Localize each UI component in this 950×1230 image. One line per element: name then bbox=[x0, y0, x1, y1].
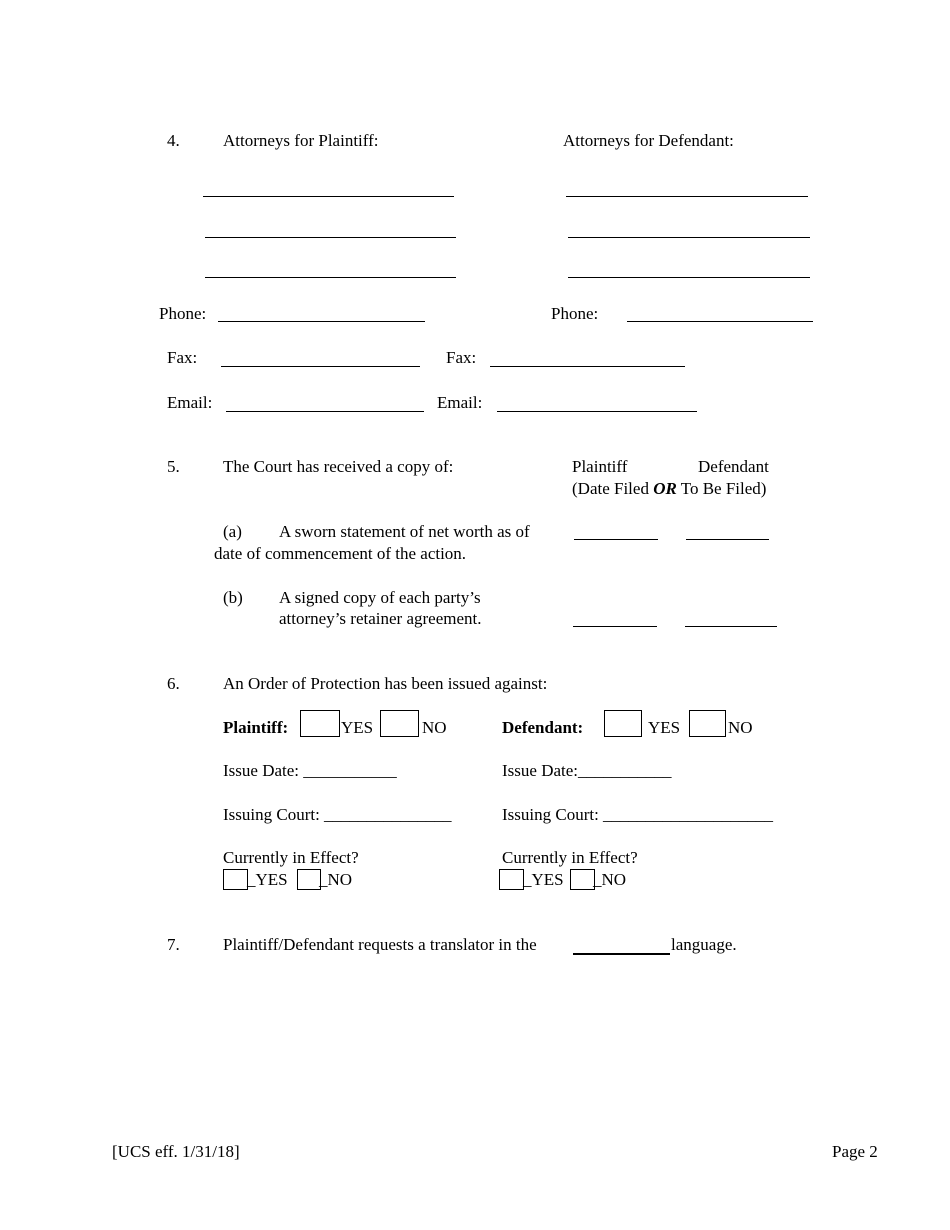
defendant-currently-in-effect: Currently in Effect? bbox=[502, 848, 638, 867]
item-b-text-line-2: attorney’s retainer agreement. bbox=[279, 609, 482, 628]
plaintiff-fax-label: Fax: bbox=[167, 348, 198, 367]
item-a-defendant-date-line[interactable] bbox=[686, 539, 769, 540]
defendant-fax-label: Fax: bbox=[446, 348, 477, 367]
order-defendant-label: Defendant: bbox=[502, 718, 584, 737]
defendant-no-checkbox[interactable] bbox=[689, 710, 726, 737]
defendant-phone-label: Phone: bbox=[551, 304, 599, 323]
defendant-yes-checkbox[interactable] bbox=[604, 710, 642, 737]
defendant-no-label: NO bbox=[728, 718, 753, 737]
plaintiff-attorney-line-3[interactable] bbox=[205, 277, 456, 278]
defendant-effect-no-checkbox[interactable] bbox=[570, 869, 595, 890]
defendant-yes-label: YES bbox=[648, 718, 681, 737]
plaintiff-effect-yes-checkbox[interactable] bbox=[223, 869, 248, 890]
column-defendant: Defendant bbox=[698, 457, 769, 476]
item-b-defendant-date-line[interactable] bbox=[685, 626, 777, 627]
section-7-text: Plaintiff/Defendant requests a translator in the bbox=[223, 935, 537, 954]
defendant-effect-yes-checkbox[interactable] bbox=[499, 869, 524, 890]
plaintiff-effect-no-checkbox[interactable] bbox=[297, 869, 321, 890]
defendant-effect-no-label: _NO bbox=[593, 870, 627, 889]
translator-language-line[interactable] bbox=[573, 953, 670, 955]
order-plaintiff-label: Plaintiff: bbox=[223, 718, 289, 737]
defendant-email-label: Email: bbox=[437, 393, 483, 412]
plaintiff-currently-in-effect: Currently in Effect? bbox=[223, 848, 359, 867]
defendant-effect-yes-label: _YES bbox=[523, 870, 564, 889]
plaintiff-email-label: Email: bbox=[167, 393, 213, 412]
plaintiff-issuing-court[interactable]: Issuing Court: _______________ bbox=[223, 805, 452, 824]
plaintiff-no-checkbox[interactable] bbox=[380, 710, 419, 737]
defendant-fax-line[interactable] bbox=[490, 366, 685, 367]
defendant-attorney-line-2[interactable] bbox=[568, 237, 810, 238]
footer-page-number: Page 2 bbox=[832, 1142, 878, 1161]
plaintiff-no-label: NO bbox=[422, 718, 447, 737]
defendant-attorney-line-1[interactable] bbox=[566, 196, 808, 197]
item-a-text-line-1: A sworn statement of net worth as of bbox=[279, 522, 530, 541]
column-plaintiff: Plaintiff bbox=[572, 457, 628, 476]
defendant-phone-line[interactable] bbox=[627, 321, 813, 322]
plaintiff-attorney-line-2[interactable] bbox=[205, 237, 456, 238]
section-6-text: An Order of Protection has been issued against: bbox=[223, 674, 548, 693]
item-b-label: (b) bbox=[223, 588, 243, 607]
defendant-attorneys-heading: Attorneys for Defendant: bbox=[563, 131, 734, 150]
plaintiff-attorneys-heading: Attorneys for Plaintiff: bbox=[223, 131, 379, 150]
item-a-plaintiff-date-line[interactable] bbox=[574, 539, 658, 540]
section-7-number: 7. bbox=[167, 935, 180, 954]
plaintiff-attorney-line-1[interactable] bbox=[203, 196, 454, 197]
defendant-attorney-line-3[interactable] bbox=[568, 277, 810, 278]
item-b-plaintiff-date-line[interactable] bbox=[573, 626, 657, 627]
plaintiff-yes-label: YES bbox=[341, 718, 374, 737]
plaintiff-effect-yes-label: _YES bbox=[247, 870, 288, 889]
section-6-number: 6. bbox=[167, 674, 180, 693]
plaintiff-effect-no-label: _NO bbox=[319, 870, 353, 889]
plaintiff-fax-line[interactable] bbox=[221, 366, 420, 367]
date-filed-note: (Date Filed OR To Be Filed) bbox=[572, 479, 767, 498]
section-5-text: The Court has received a copy of: bbox=[223, 457, 454, 476]
defendant-issue-date[interactable]: Issue Date:___________ bbox=[502, 761, 672, 780]
plaintiff-phone-line[interactable] bbox=[218, 321, 425, 322]
plaintiff-yes-checkbox[interactable] bbox=[300, 710, 340, 737]
item-a-text-line-2: date of commencement of the action. bbox=[214, 544, 467, 563]
item-a-label: (a) bbox=[223, 522, 242, 541]
plaintiff-email-line[interactable] bbox=[226, 411, 424, 412]
defendant-issuing-court[interactable]: Issuing Court: ____________________ bbox=[502, 805, 774, 824]
footer-form-id: [UCS eff. 1/31/18] bbox=[112, 1142, 240, 1161]
item-b-text-line-1: A signed copy of each party’s bbox=[279, 588, 481, 607]
section-4-number: 4. bbox=[167, 131, 180, 150]
defendant-email-line[interactable] bbox=[497, 411, 697, 412]
plaintiff-issue-date[interactable]: Issue Date: ___________ bbox=[223, 761, 397, 780]
plaintiff-phone-label: Phone: bbox=[159, 304, 207, 323]
section-7-text-after: language. bbox=[671, 935, 737, 954]
section-5-number: 5. bbox=[167, 457, 180, 476]
